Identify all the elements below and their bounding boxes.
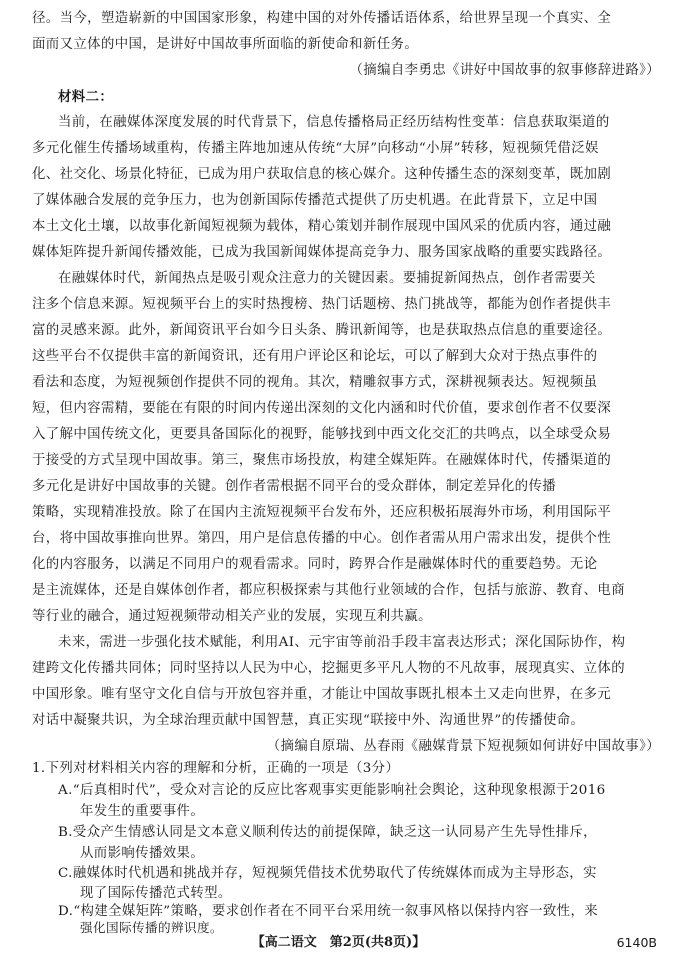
- material2-line: 多元化催生传播场域重构，传播主阵地加速从传统“大屏”向移动“小屏”转移，短视频凭借泛娱: [32, 141, 599, 156]
- material2-line: 未来，需进一步强化技术赋能，利用AI、元宇宙等前沿手段丰富表达形式；深化国际协作，构: [58, 635, 626, 650]
- option-a: A.“后真相时代”，受众对言论的反应比客观事实更能影响社会舆论，这种现象根源于2016: [58, 783, 606, 798]
- material2-line: 建跨文化传播共同体；同时坚持以人民为中心，挖掘更多平凡人物的不凡故事，展现真实、立体的: [32, 661, 625, 676]
- option-d: D.“构建全媒矩阵”策略，要求创作者在不同平台采用统一叙事风格以保持内容一致性，来: [58, 904, 599, 919]
- material2-line: 等行业的融合，通过短视频带动相关产业的发展，实现互利共赢。: [32, 609, 432, 624]
- option-b: B.受众产生情感认同是文本意义顺利传达的前提保障，缺乏这一认同易产生先导性排斥，: [58, 825, 597, 840]
- material2-line: 媒体矩阵提升新闻传播效能，已成为我国新闻媒体提高竞争力、服务国家战略的重要实践路径。: [32, 245, 612, 260]
- para1-line-1: 径。当今，塑造崭新的中国国家形象，构建中国的对外传播话语体系，给世界呈现一个真实、全: [32, 11, 612, 26]
- option-b-cont: 从而影响传播效果。: [80, 846, 205, 861]
- material2-line: 中国形象。唯有坚守文化自信与开放包容并重，才能让中国故事既扎根本土又走向世界，在多元: [32, 687, 612, 702]
- material2-line: 注多个信息来源。短视频平台上的实时热搜榜、热门话题榜、热门挑战等，都能为创作者提供丰: [32, 297, 612, 312]
- page-number: 【高二语文 第2页(共8页)】: [251, 935, 426, 950]
- option-a-cont: 年发生的重要事件。: [80, 804, 205, 819]
- material2-line: 当前，在融媒体深度发展的时代背景下，信息传播格局正经历结构性变革：信息获取渠道的: [58, 115, 610, 130]
- material2-line: 入了解中国传统文化，更要具备国际化的视野，能够找到中西文化交汇的共鸣点，以全球受众易: [32, 427, 612, 442]
- material2-line: 看法和态度，为短视频创作提供不同的视角。其次，精雕叙事方式，深耕视频表达。短视频虽: [32, 375, 598, 390]
- material2-line: 这些平台不仅提供丰富的新闻资讯，还有用户评论区和论坛，可以了解到大众对于热点事件的: [32, 349, 598, 364]
- material2-line: 台，将中国故事推向世界。第四，用户是信息传播的中心。创作者需从用户需求出发，提供个性: [32, 531, 612, 546]
- material2-line: 化、社交化、场景化特征，已成为用户获取信息的核心媒介。这种传播生态的深刻变革，既加剧: [32, 167, 612, 182]
- material2-line: 在融媒体时代，新闻热点是吸引观众注意力的关键因素。要捕捉新闻热点，创作者需要关: [58, 271, 596, 286]
- material2-line: 短，但内容需精，要能在有限的时间内传递出深刻的文化内涵和时代价值，要求创作者不仅要深: [32, 401, 612, 416]
- exam-code: 6140B: [616, 935, 657, 950]
- material2-heading: 材料二：: [58, 89, 114, 105]
- material2-line: 是主流媒体，还是自媒体创作者，都应积极探索与其他行业领域的合作，包括与旅游、教育、电商: [32, 583, 625, 598]
- material2-line: 了媒体融合发展的竞争压力，也为创新国际传播范式提供了历史机遇。在此背景下，立足中国: [32, 193, 598, 208]
- material2-line: 本土文化土壤，以故事化新闻短视频为载体，精心策划并制作展现中国风采的优质内容，通过融: [32, 219, 612, 234]
- material2-line: 对话中凝聚共识，为全球治理贡献中国智慧，真正实现“联接中外、沟通世界”的传播使命。: [32, 713, 585, 728]
- material2-line: 多元化是讲好中国故事的关键。创作者需根据不同平台的受众群体，制定差异化的传播: [32, 479, 557, 494]
- material2-line: 化的内容服务，以满足不同用户的观看需求。同时，跨界合作是融媒体时代的重要趋势。无论: [32, 557, 598, 572]
- page-footer: [0, 932, 677, 954]
- material2-line: 于接受的方式呈现中国故事。第三，聚焦市场投放，构建全媒矩阵。在融媒体时代，传播渠道的: [32, 453, 612, 468]
- option-d-cont: 强化国际传播的辨识度。: [80, 921, 223, 935]
- material2-source: （摘编自原瑞、丛春雨《融媒背景下短视频如何讲好中国故事》）: [266, 739, 660, 754]
- material2-line: 富的灵感来源。此外，新闻资讯平台如今日头条、腾讯新闻等，也是获取热点信息的重要途径。: [32, 323, 612, 338]
- para1-source: （摘编自李勇忠《讲好中国故事的叙事修辞进路》）: [349, 63, 660, 78]
- question-1-stem: 1.下列对材料相关内容的理解和分析，正确的一项是（3分）: [32, 761, 400, 776]
- option-c: C.融媒体时代机遇和挑战并存，短视频凭借技术优势取代了传统媒体而成为主导形态，实: [58, 866, 597, 881]
- option-c-cont: 现了国际传播范式转型。: [80, 886, 232, 901]
- material2-line: 策略，实现精准投放。除了在国内主流短视频平台发布外，还应积极拓展海外市场，利用国际平: [32, 505, 612, 520]
- para1-line-2: 面而又立体的中国，是讲好中国故事所面临的新使命和新任务。: [32, 37, 419, 52]
